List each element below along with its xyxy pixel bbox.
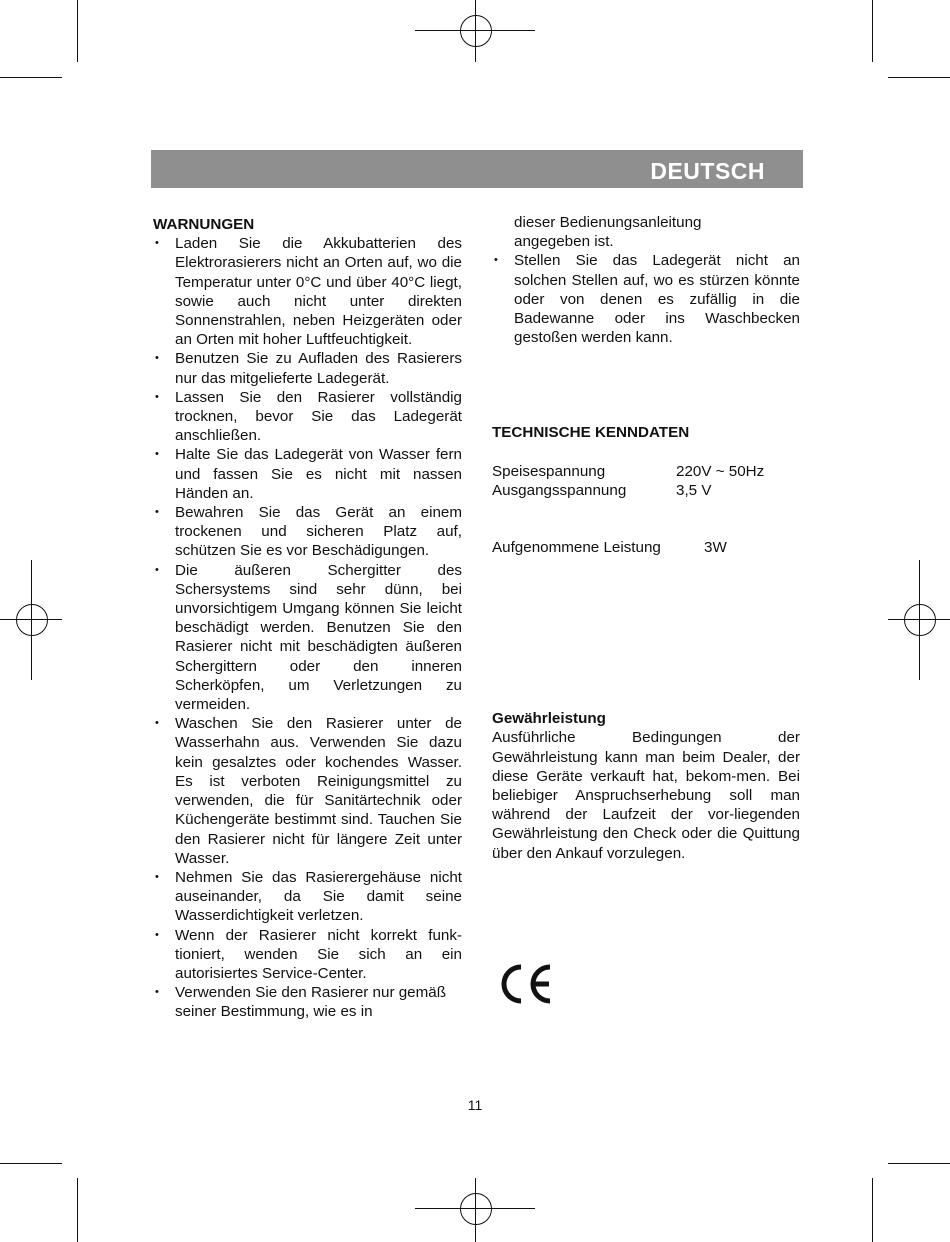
ce-mark-icon	[497, 962, 555, 1011]
warnings-continuation: dieser Bedienungsanleitung angegeben ist.	[514, 214, 702, 251]
list-item: • Waschen Sie den Rasierer unter de Wasserhahn aus. Verwenden Sie dazu kein gesalztes oder kochendes Wasser. Es ist verboten Reinigungsmittel zu verwenden, die für Sanitärtechnik oder Küchengeräte bestimmt sind. Tauchen Sie den Rasierer nicht für längere Zeit unter Wasser.	[153, 714, 462, 868]
spec-value: 220V ~ 50Hz	[676, 462, 765, 480]
warnings-list	[153, 234, 462, 1021]
list-item: • Nehmen Sie das Rasierergehäuse nicht auseinander, da Sie damit seine Wasserdichtigkeit verletzen.	[153, 868, 462, 926]
specs-heading: TECHNISCHE KENNDATEN	[492, 424, 690, 442]
warnings-heading: WARNUNGEN	[153, 216, 255, 233]
spec-row-power	[492, 538, 800, 557]
spec-value: 3W	[704, 539, 727, 557]
list-item: • Verwenden Sie den Rasierer nur gemäß seiner Bestimmung, wie es in	[153, 983, 462, 1021]
spec-label: Aufgenommene Leistung	[492, 539, 661, 557]
list-item: • Die äußeren Schergitter des Schersystems sind sehr dünn, bei unvorsichtigem Umgang können Sie leicht beschädigt werden. Benutzen Sie den Rasierer nicht mit beschädigten äußeren Schergittern oder den inneren Scherköpfen, um Verletzungen zu vermeiden.	[153, 561, 462, 715]
list-item: • Laden Sie die Akkubatterien des Elektrorasierers nicht an Orten auf, wo die Temperatur unter 0°C und über 40°C liegt, sowie auch nicht unter direkten Sonnenstrahlen, neben Heizgeräten oder an Orten mit hoher Luftfeuchtigkeit.	[153, 234, 462, 349]
left-column	[153, 215, 462, 1022]
warranty-heading: Gewährleistung	[492, 710, 606, 728]
list-item: • Bewahren Sie das Gerät an einem trockenen und sicheren Platz auf, schützen Sie es vor Beschädigungen.	[153, 503, 462, 561]
spec-label: Ausgangsspannung	[492, 481, 627, 499]
spec-label: Speisespannung	[492, 462, 606, 480]
list-item: • Wenn der Rasierer nicht korrekt funk-tioniert, wenden Sie sich an ein autorisiertes Service-Center.	[153, 926, 462, 984]
warnings-list-continued	[492, 251, 800, 347]
spec-row-output	[492, 481, 800, 500]
page-number: 11	[467, 1097, 483, 1113]
list-item: • Lassen Sie den Rasierer vollständig trocknen, bevor Sie das Ladegerät anschließen.	[153, 388, 462, 446]
list-item: • Stellen Sie das Ladegerät nicht an solchen Stellen auf, wo es stürzen könnte oder von denen es zufällig in die Badewanne oder ins Waschbecken gestoßen werden kann.	[492, 251, 800, 347]
spec-row-supply	[492, 462, 800, 481]
language-title: DEUTSCH	[650, 158, 765, 184]
language-header-bar	[151, 150, 803, 188]
warranty-text: Ausführliche Bedingungen der Gewährleistung kann man beim Dealer, der diese Geräte verkauft hat, bekom-men. Bei beliebiger Anspruchserhebung soll man während der Laufzeit der vor-liegenden Gewährleistung den Check oder die Quittung über den Ankauf vorzulegen.	[492, 729, 800, 862]
list-item: • Halte Sie das Ladegerät von Wasser fern und fassen Sie es nicht mit nassen Händen an.	[153, 445, 462, 503]
right-column	[492, 213, 800, 863]
spec-value: 3,5 V	[676, 481, 712, 499]
list-item: • Benutzen Sie zu Aufladen des Rasierers nur das mitgelieferte Ladegerät.	[153, 349, 462, 387]
